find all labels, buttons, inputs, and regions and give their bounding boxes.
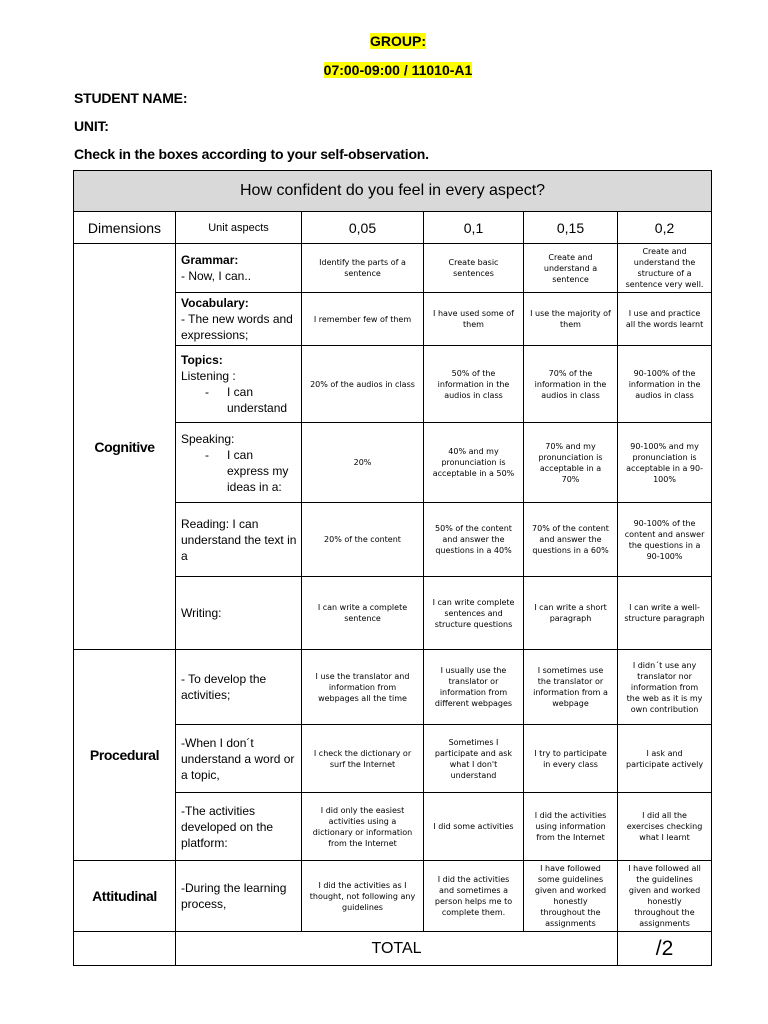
score-cell[interactable]: 70% and my pronunciation is acceptable in a 70% (524, 423, 618, 503)
score-cell[interactable]: Identify the parts of a sentence (302, 244, 424, 293)
score-cell[interactable]: I did only the easiest activities using a dictionary or information from the Internet (302, 793, 424, 861)
score-cell[interactable]: 50% of the information in the audios in class (424, 346, 524, 423)
aspect-text: - The new words and expressions; (181, 312, 293, 342)
score-cell[interactable]: 40% and my pronunciation is acceptable in a 50% (424, 423, 524, 503)
aspect-text: I can express my ideas in a: (227, 447, 289, 494)
aspect-title: Vocabulary: (181, 296, 249, 310)
aspect-title: Topics: (181, 353, 223, 367)
score-cell[interactable]: 20% (302, 423, 424, 503)
score-cell[interactable]: I did some activities (424, 793, 524, 861)
score-cell[interactable]: I sometimes use the translator or information from a webpage (524, 650, 618, 725)
aspect-text: -When I don´t understand a word or a topic, (181, 735, 295, 782)
aspect-platform (176, 793, 302, 861)
student-name-label: STUDENT NAME: (74, 90, 188, 106)
aspect-text: Writing: (181, 606, 222, 620)
aspect-speaking (176, 423, 302, 503)
score-cell[interactable]: I have used some of them (424, 293, 524, 346)
score-cell[interactable]: I ask and participate actively (618, 725, 712, 793)
aspect-text: - Now, I can.. (181, 269, 252, 283)
level-header: 0,05 (302, 212, 424, 244)
dimension-cognitive: Cognitive (74, 244, 176, 650)
aspect-learning (176, 861, 302, 932)
score-cell[interactable]: I check the dictionary or surf the Internet (302, 725, 424, 793)
aspect-develop (176, 650, 302, 725)
dimension-procedural: Procedural (74, 650, 176, 861)
dash-bullet: - (205, 447, 209, 462)
aspect-text: - To develop the activities; (181, 672, 267, 702)
score-cell[interactable]: Create basic sentences (424, 244, 524, 293)
aspect-understand (176, 725, 302, 793)
score-cell[interactable]: I try to participate in every class (524, 725, 618, 793)
score-cell[interactable]: I did all the exercises checking what I learnt (618, 793, 712, 861)
aspect-text: Reading: I can understand the text in a (181, 516, 297, 563)
total-label: TOTAL (176, 932, 618, 966)
aspect-grammar (176, 244, 302, 293)
score-cell[interactable]: I have followed all the guidelines given and worked honestly throughout the assignments (618, 861, 712, 932)
aspect-listening (176, 346, 302, 423)
score-cell[interactable]: 90-100% of the information in the audios in class (618, 346, 712, 423)
level-header: 0,15 (524, 212, 618, 244)
level-header: 0,2 (618, 212, 712, 244)
unit-aspects-header: Unit aspects (176, 212, 302, 244)
score-cell[interactable]: I can write a well-structure paragraph (618, 577, 712, 650)
aspect-writing (176, 577, 302, 650)
score-cell[interactable]: I have followed some guidelines given and worked honestly throughout the assignments (524, 861, 618, 932)
score-cell[interactable]: 50% of the content and answer the questions in a 40% (424, 503, 524, 577)
score-cell[interactable]: 20% of the content (302, 503, 424, 577)
rubric-title: How confident do you feel in every aspect? (74, 171, 712, 212)
total-empty-cell (74, 932, 176, 966)
aspect-bullet (181, 384, 297, 416)
dash-bullet: - (205, 385, 209, 399)
score-cell[interactable]: I can write complete sentences and structure questions (424, 577, 524, 650)
schedule-label: 07:00-09:00 / 11010-A1 (323, 62, 473, 78)
score-cell[interactable]: 20% of the audios in class (302, 346, 424, 423)
score-cell[interactable]: I did the activities using information from the Internet (524, 793, 618, 861)
score-cell[interactable]: 90-100% of the content and answer the questions in a 90-100% (618, 503, 712, 577)
group-label: GROUP: (370, 33, 426, 49)
aspect-vocabulary (176, 293, 302, 346)
aspect-reading (176, 503, 302, 577)
aspect-title: Grammar: (181, 253, 239, 267)
aspect-bullet (181, 447, 297, 495)
score-cell[interactable]: I use the translator and information from webpages all the time (302, 650, 424, 725)
score-cell[interactable]: I can write a complete sentence (302, 577, 424, 650)
score-cell[interactable]: I usually use the translator or information from different webpages (424, 650, 524, 725)
score-cell[interactable]: I did the activities as I thought, not following any guidelines (302, 861, 424, 932)
score-cell[interactable]: I can write a short paragraph (524, 577, 618, 650)
aspect-text: Listening : (181, 369, 236, 383)
aspect-text: -The activities developed on the platform: (181, 803, 274, 850)
score-cell[interactable]: Create and understand the structure of a sentence very well. (618, 244, 712, 293)
instructions-text: Check in the boxes according to your self-observation. (74, 146, 429, 162)
aspect-text: I can understand (227, 385, 288, 415)
score-cell[interactable]: Create and understand a sentence (524, 244, 618, 293)
score-cell[interactable]: I didn´t use any translator nor information from the web as it is my own contribution (618, 650, 712, 725)
aspect-text: Speaking: (181, 431, 235, 446)
unit-label: UNIT: (74, 118, 109, 134)
level-header: 0,1 (424, 212, 524, 244)
score-cell[interactable]: I use the majority of them (524, 293, 618, 346)
score-cell[interactable]: I did the activities and sometimes a person helps me to complete them. (424, 861, 524, 932)
score-cell[interactable]: I use and practice all the words learnt (618, 293, 712, 346)
score-cell[interactable]: 70% of the information in the audios in class (524, 346, 618, 423)
rubric-table (73, 170, 712, 966)
score-cell[interactable]: I remember few of them (302, 293, 424, 346)
score-cell[interactable]: 90-100% and my pronunciation is acceptable in a 90-100% (618, 423, 712, 503)
aspect-text: -During the learning process, (181, 881, 287, 911)
total-value[interactable]: /2 (618, 932, 712, 966)
dimensions-header: Dimensions (74, 212, 176, 244)
dimension-attitudinal: Attitudinal (74, 861, 176, 932)
score-cell[interactable]: Sometimes I participate and ask what I don't understand (424, 725, 524, 793)
score-cell[interactable]: 70% of the content and answer the questions in a 60% (524, 503, 618, 577)
